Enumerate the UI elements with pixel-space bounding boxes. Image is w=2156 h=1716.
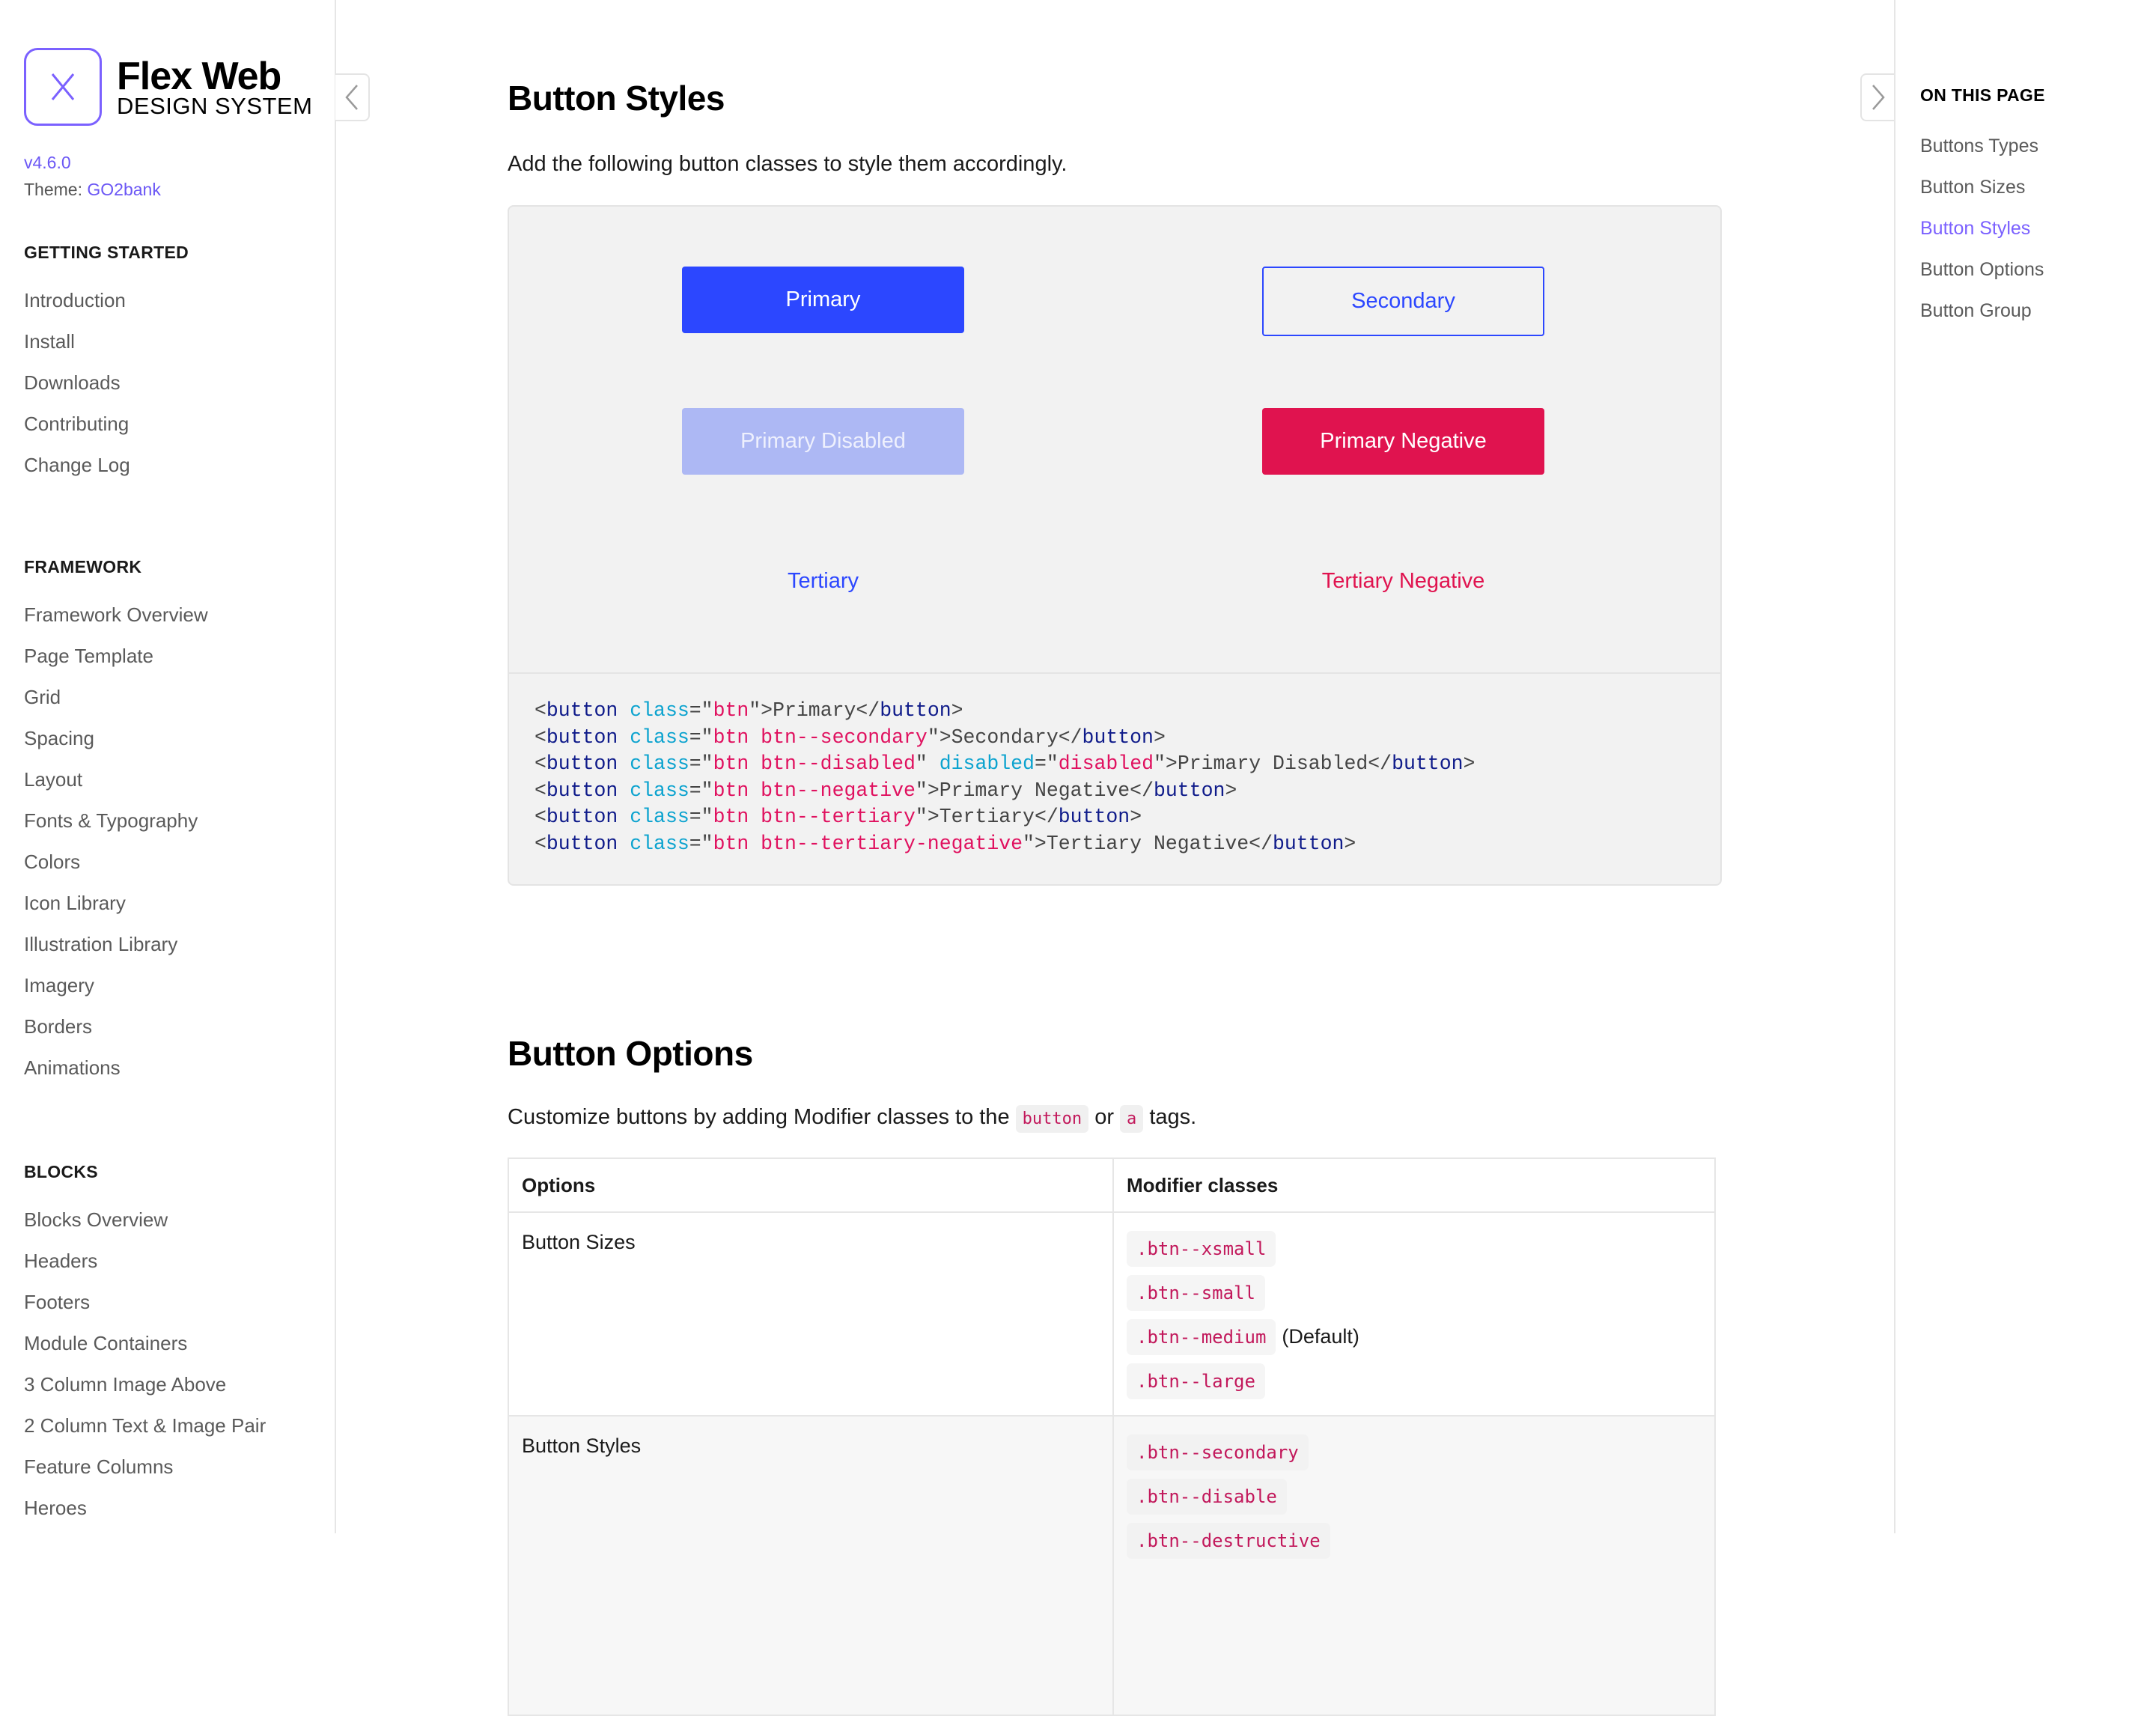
theme-link[interactable]: GO2bank <box>87 180 161 199</box>
code-line: <button class="btn btn--tertiary">Tertiary</button> <box>535 806 1142 829</box>
brand-logo[interactable] <box>24 48 312 126</box>
code-line: <button class="btn btn--negative">Primary Negative</button> <box>535 779 1237 802</box>
sidebar-item-borders[interactable]: Borders <box>24 1015 93 1038</box>
desc-text: tags. <box>1149 1105 1197 1129</box>
sidebar-item-colors[interactable]: Colors <box>24 851 81 873</box>
sidebar-item-spacing[interactable]: Spacing <box>24 727 94 749</box>
sidebar-item-layout[interactable]: Layout <box>24 768 83 791</box>
version-label[interactable]: v4.6.0 <box>24 153 71 172</box>
sidebar-item-footers[interactable]: Footers <box>24 1291 91 1313</box>
tertiary-button[interactable]: Tertiary <box>682 548 964 615</box>
button-options-table <box>508 1157 1716 1716</box>
button-options-heading: Button Options <box>508 1034 753 1073</box>
modifier-class: .btn--small <box>1127 1275 1265 1311</box>
code-sample <box>535 698 1475 858</box>
toc-item-button-sizes[interactable]: Button Sizes <box>1920 177 2026 198</box>
primary-disabled-button: Primary Disabled <box>682 408 964 475</box>
toc-item-button-styles[interactable]: Button Styles <box>1920 218 2031 239</box>
modifier-class: .btn--destructive <box>1127 1523 1330 1559</box>
inline-code-a: a <box>1120 1105 1143 1133</box>
button-options-description <box>508 1105 1196 1130</box>
tertiary-negative-button[interactable]: Tertiary Negative <box>1262 548 1544 615</box>
nav-heading: FRAMEWORK <box>24 557 142 576</box>
sidebar-item-contributing[interactable]: Contributing <box>24 413 130 435</box>
modifier-class: .btn--medium <box>1127 1319 1276 1355</box>
sidebar-item-module-containers[interactable]: Module Containers <box>24 1332 188 1354</box>
sidebar-item-feature-columns[interactable]: Feature Columns <box>24 1455 174 1478</box>
sidebar-item-illustration-library[interactable]: Illustration Library <box>24 933 178 955</box>
option-label: Button Sizes <box>522 1231 636 1253</box>
secondary-button[interactable]: Secondary <box>1262 267 1544 336</box>
modifier-class: .btn--secondary <box>1127 1434 1309 1470</box>
nav-section-blocks <box>24 1160 266 1529</box>
sidebar-item-grid[interactable]: Grid <box>24 686 61 708</box>
sidebar-item-introduction[interactable]: Introduction <box>24 289 126 311</box>
desc-text: or <box>1094 1105 1114 1129</box>
desc-text: Customize buttons by adding Modifier classes to the <box>508 1105 1010 1129</box>
code-line: <button class="btn btn--secondary">Secondary</button> <box>535 725 1166 749</box>
sidebar-item-blocks-overview[interactable]: Blocks Overview <box>24 1208 168 1231</box>
column-header-modifier-classes: Modifier classes <box>1127 1174 1279 1196</box>
table-header-row <box>509 1159 1714 1213</box>
code-line: <button class="btn btn--disabled" disabled="disabled">Primary Disabled</button> <box>535 752 1476 776</box>
sidebar-item-icon-library[interactable]: Icon Library <box>24 892 126 914</box>
option-label: Button Styles <box>522 1434 642 1457</box>
sidebar-item-framework-overview[interactable]: Framework Overview <box>24 603 208 626</box>
table-row <box>509 1213 1714 1417</box>
nav-heading: GETTING STARTED <box>24 243 189 262</box>
toc-item-button-group[interactable]: Button Group <box>1920 300 2032 321</box>
nav-section-getting-started <box>24 241 189 486</box>
brand-subtitle: DESIGN SYSTEM <box>117 92 313 119</box>
flex-logo-icon <box>24 48 102 126</box>
sidebar-item-heroes[interactable]: Heroes <box>24 1497 87 1519</box>
sidebar-item-3-column-image-above[interactable]: 3 Column Image Above <box>24 1373 227 1396</box>
left-sidebar <box>0 0 336 1533</box>
code-line: <button class="btn btn--tertiary-negative">Tertiary Negative</button> <box>535 832 1356 855</box>
button-styles-description: Add the following button classes to style them accordingly. <box>508 152 1068 176</box>
modifier-class: .btn--disable <box>1127 1479 1287 1515</box>
chevron-left-icon <box>344 82 360 112</box>
sidebar-item-fonts-typography[interactable]: Fonts & Typography <box>24 809 198 832</box>
code-line: <button class="btn">Primary</button> <box>535 699 963 722</box>
on-this-page-panel <box>1894 0 2156 1533</box>
button-styles-demo-panel <box>508 205 1722 886</box>
sidebar-item-change-log[interactable]: Change Log <box>24 454 130 476</box>
inline-code-button: button <box>1016 1105 1088 1133</box>
next-page-button[interactable] <box>1860 73 1895 121</box>
theme-label-text: Theme: <box>24 180 82 199</box>
modifier-class: .btn--xsmall <box>1127 1231 1276 1267</box>
modifier-class: .btn--large <box>1127 1363 1265 1399</box>
primary-button[interactable]: Primary <box>682 267 964 333</box>
nav-heading: BLOCKS <box>24 1162 98 1181</box>
toc-item-button-options[interactable]: Button Options <box>1920 259 2044 280</box>
column-header-options: Options <box>509 1159 1114 1211</box>
default-note: (Default) <box>1282 1325 1359 1348</box>
chevron-right-icon <box>1870 82 1886 112</box>
button-preview-area <box>509 207 1720 674</box>
brand-title: Flex Web <box>117 54 281 98</box>
sidebar-item-headers[interactable]: Headers <box>24 1250 98 1272</box>
toc-item-buttons-types[interactable]: Buttons Types <box>1920 136 2038 156</box>
theme-label <box>24 180 161 200</box>
sidebar-item-install[interactable]: Install <box>24 330 75 353</box>
previous-page-button[interactable] <box>335 73 370 121</box>
primary-negative-button[interactable]: Primary Negative <box>1262 408 1544 475</box>
sidebar-item-downloads[interactable]: Downloads <box>24 371 121 394</box>
table-row <box>509 1417 1714 1716</box>
sidebar-item-animations[interactable]: Animations <box>24 1056 121 1079</box>
sidebar-item-imagery[interactable]: Imagery <box>24 974 94 997</box>
sidebar-item-2-column-text-image-pair[interactable]: 2 Column Text & Image Pair <box>24 1414 267 1437</box>
toc-heading: ON THIS PAGE <box>1920 85 2045 105</box>
sidebar-item-page-template[interactable]: Page Template <box>24 645 153 667</box>
nav-section-framework <box>24 556 208 1089</box>
button-styles-heading: Button Styles <box>508 79 725 118</box>
